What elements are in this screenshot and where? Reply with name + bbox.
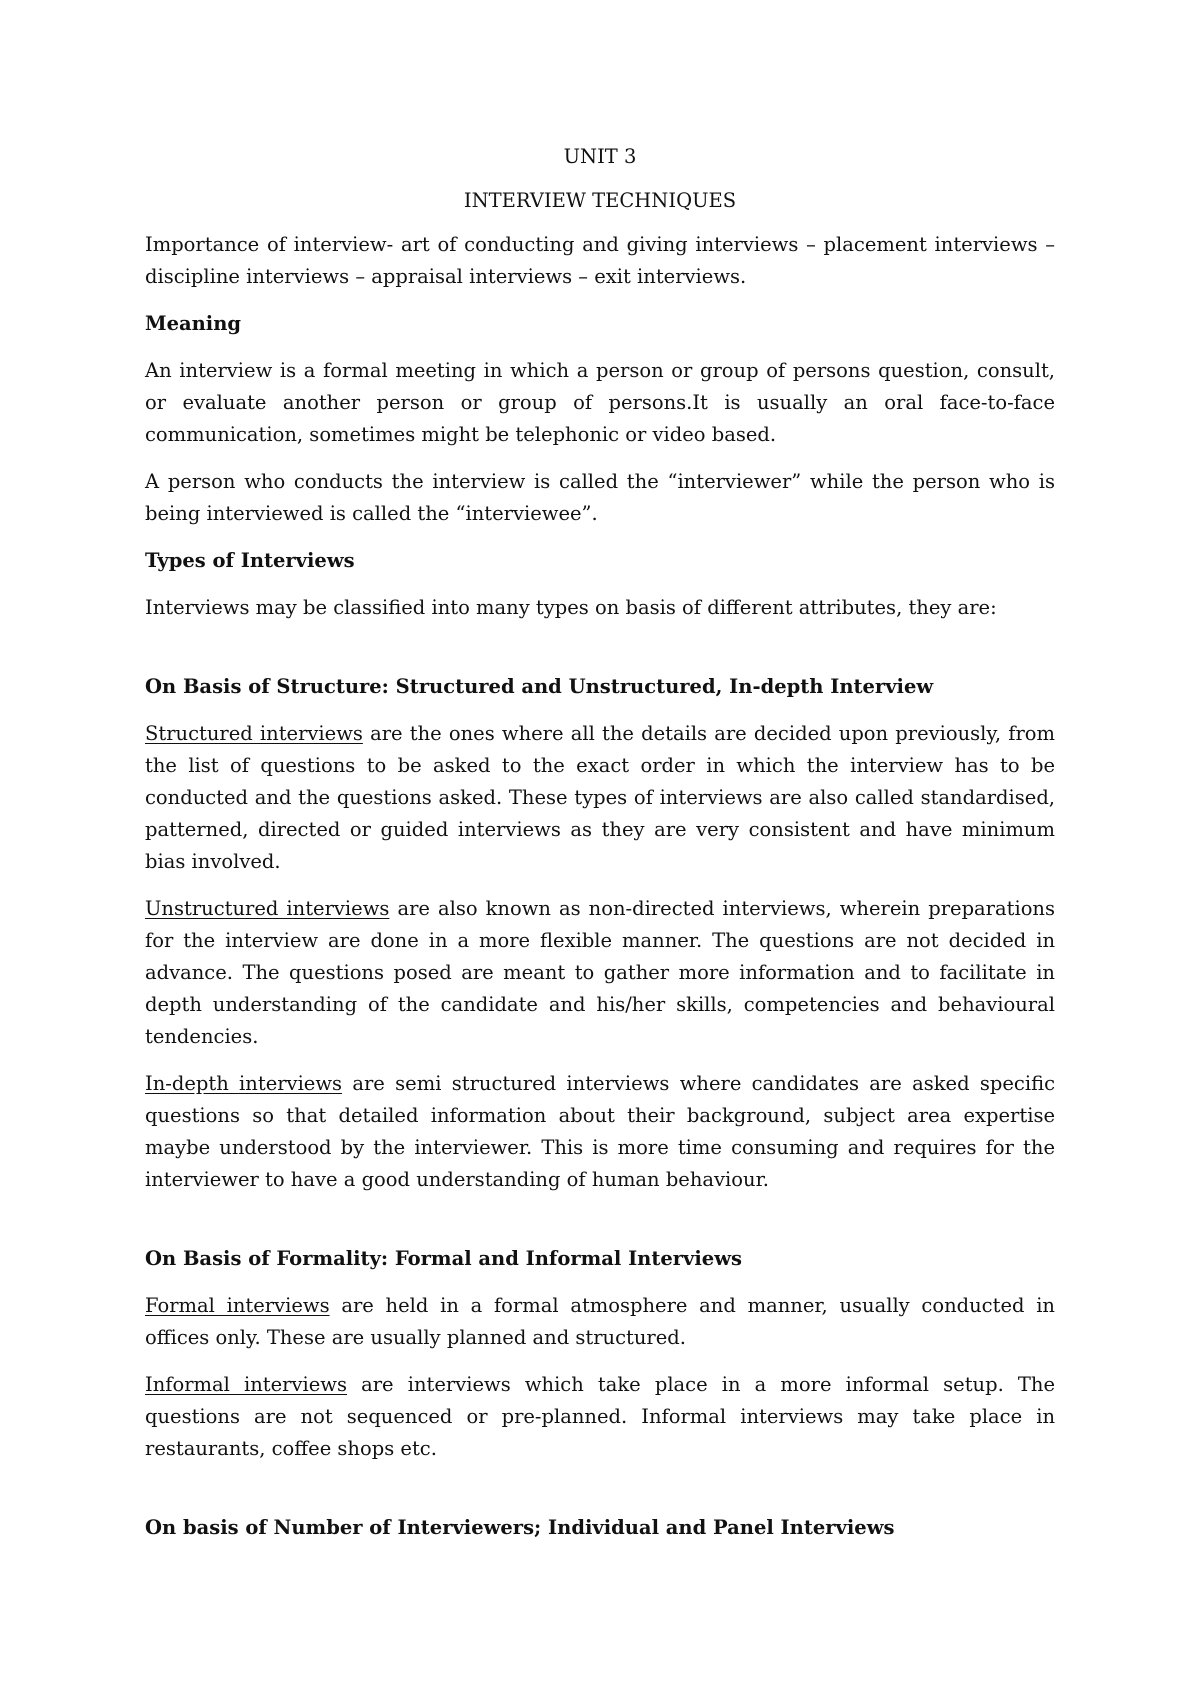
indepth-paragraph — [145, 1068, 1055, 1196]
formal-text: are held in a formal atmosphere and manner, usually conducted in offices only. These are usually planned and structured. — [145, 1294, 1055, 1349]
informal-term: Informal interviews — [145, 1373, 347, 1396]
informal-paragraph — [145, 1369, 1055, 1465]
formal-term: Formal interviews — [145, 1294, 330, 1317]
informal-text: are interviews which take place in a more informal setup. The questions are not sequenced or pre-planned. Informal interviews may take place in restaurants, coffee shops etc. — [145, 1373, 1055, 1460]
indepth-term: In-depth interviews — [145, 1072, 343, 1095]
page-title: INTERVIEW TECHNIQUES — [463, 189, 737, 212]
section-spacer — [145, 1480, 1055, 1512]
types-intro-paragraph: Interviews may be classified into many types on basis of different attributes, they are: — [145, 596, 997, 619]
meaning-paragraph-1: An interview is a formal meeting in which a person or group of persons question, consult, or evaluate another person or group of persons.It is usually an oral face-to-face communication, sometimes might be telephonic or video based. — [145, 359, 1055, 446]
syllabus-paragraph: Importance of interview- art of conducting and giving interviews – placement interviews – discipline interviews – appraisal interviews – exit interviews. — [145, 233, 1055, 288]
types-heading: Types of Interviews — [145, 549, 355, 572]
unstructured-text: are also known as non-directed interviews, wherein preparations for the interview are done in a more flexible manner. The questions are not decided in advance. The questions posed are meant to gather more information and to facilitate in depth understanding of the candidate and his/her skills, competencies and behavioural tendencies. — [145, 897, 1055, 1048]
section-spacer — [145, 639, 1055, 671]
indepth-text: are semi structured interviews where candidates are asked specific questions so that detailed information about their background, subject area expertise maybe understood by the interviewer. This is more time consuming and requires for the interviewer to have a good understanding of human behaviour. — [145, 1072, 1055, 1191]
meaning-heading: Meaning — [145, 312, 242, 335]
number-heading: On basis of Number of Interviewers; Individual and Panel Interviews — [145, 1516, 895, 1539]
meaning-paragraph-2: A person who conducts the interview is called the “interviewer” while the person who is being interviewed is called the “interviewee”. — [145, 470, 1055, 525]
structured-text: are the ones where all the details are decided upon previously, from the list of questions to be asked to the exact order in which the interview has to be conducted and the questions asked. These types of interviews are also called standardised, patterned, directed or guided interviews as they are very consistent and have minimum bias involved. — [145, 722, 1055, 873]
structured-term: Structured interviews — [145, 722, 363, 745]
structured-paragraph — [145, 718, 1055, 878]
formal-paragraph — [145, 1290, 1055, 1354]
formality-heading: On Basis of Formality: Formal and Informal Interviews — [145, 1247, 742, 1270]
unit-label: UNIT 3 — [563, 145, 637, 168]
unstructured-term: Unstructured interviews — [145, 897, 390, 920]
structure-heading: On Basis of Structure: Structured and Unstructured, In-depth Interview — [145, 675, 934, 698]
document-content — [145, 141, 1055, 1559]
unstructured-paragraph — [145, 893, 1055, 1053]
section-spacer — [145, 1211, 1055, 1243]
